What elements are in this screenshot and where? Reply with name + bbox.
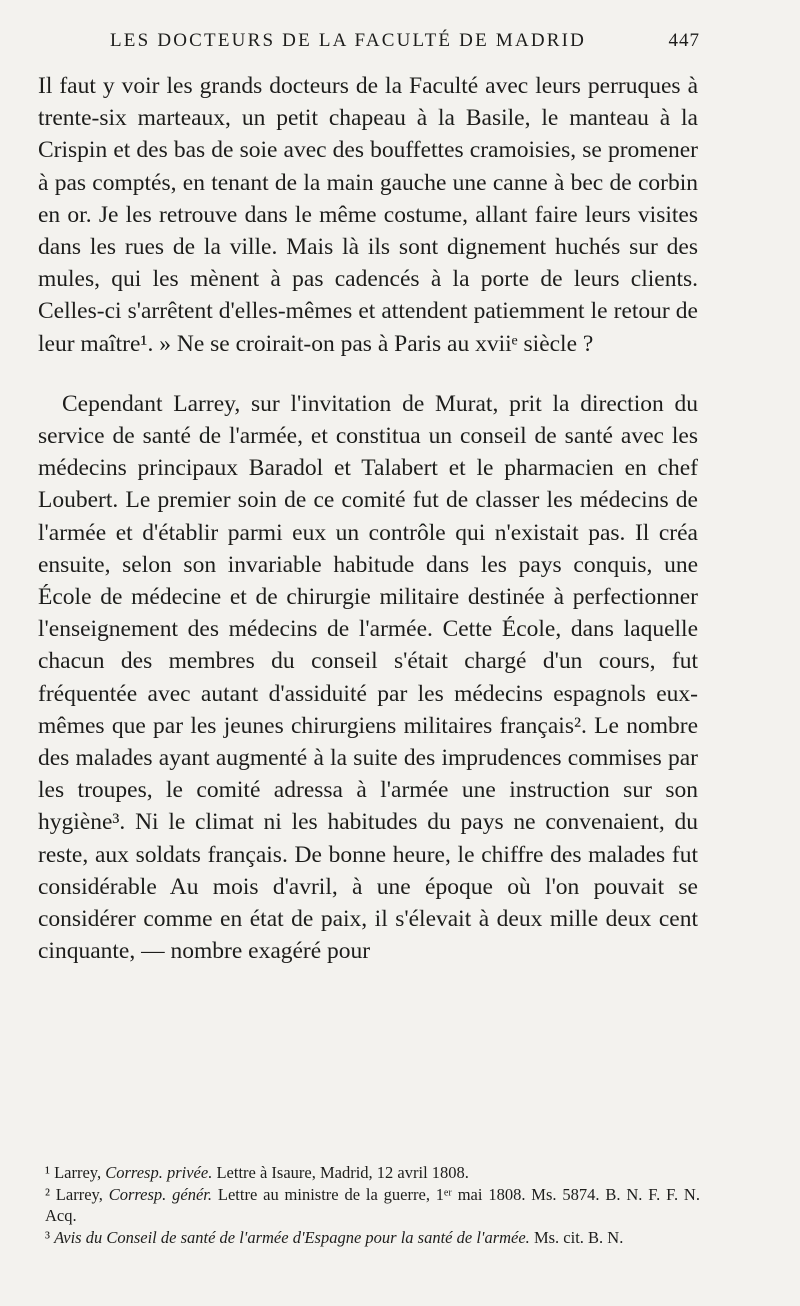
- footnote: [45, 1227, 700, 1249]
- running-head: [110, 30, 700, 58]
- footnote-mark: ²: [45, 1184, 50, 1204]
- footnote-source: Avis du Conseil de santé de l'armée d'Espagne pour la santé de l'armée.: [54, 1227, 530, 1247]
- footnote: [45, 1184, 700, 1227]
- paragraph: Cependant Larrey, sur l'invitation de Murat, prit la direction du service de santé de l'armée, et constitua un conseil de santé avec les médecins principaux Baradol et Talabert et le pharmacien en chef Loubert. Le premier soin de ce comité fut de classer les médecins de l'armée et d'établir parmi eux un contrôle qui n'existait pas. Il créa ensuite, selon son invariable habitude dans les pays conquis, une École de médecine et de chirurgie militaire destinée à perfectionner l'enseignement des médecins de l'armée. Cette École, dans laquelle chacun des membres du conseil s'était chargé d'un cours, fut fréquentée avec autant d'assiduité par les médecins espagnols eux-mêmes que par les jeunes chirurgiens militaires français². Le nombre des malades ayant augmenté à la suite des imprudences commises par les troupes, le comité adressa à l'armée une instruction sur son hygiène³. Ni le climat ni les habitudes du pays ne convenaient, du reste, aux soldats français. De bonne heure, le chiffre des malades fut considérable Au mois d'avril, à une époque où l'on pouvait se considérer comme en état de paix, il s'élevait à deux mille deux cent cinquante, — nombre exagéré pour: [38, 390, 698, 965]
- body-text: [38, 70, 698, 967]
- footnote-mark: ¹: [45, 1163, 50, 1182]
- footnote-source: Corresp. privée.: [105, 1163, 213, 1182]
- footnote-text: Lettre à Isaure, Madrid, 12 avril 1808.: [212, 1163, 469, 1182]
- footnote-lead: Larrey,: [49, 1184, 109, 1204]
- footnote-source: Corresp. génér.: [108, 1184, 213, 1204]
- page-number: 447: [668, 30, 700, 51]
- paragraph: Il faut y voir les grands docteurs de la Faculté avec leurs perruques à trente-six marteaux, un petit chapeau à la Basile, le manteau à la Crispin et des bas de soie avec des bouffettes cramoisies, se promener à pas comptés, en tenant de la main gauche une canne à bec de corbin en or. Je les retrouve dans le même costume, allant faire leurs visites dans les rues de la ville. Mais là ils sont dignement huchés sur des mules, qui les mènent à pas cadencés à la porte de leurs clients. Celles-ci s'arrêtent d'elles-mêmes et attendent patiemment le retour de leur maître¹. » Ne se croirait-on pas à Paris au xviiᵉ siècle ?: [38, 73, 698, 357]
- running-title: LES DOCTEURS DE LA FACULTÉ DE MADRID: [110, 30, 587, 51]
- footnote-lead: Larrey,: [49, 1163, 106, 1182]
- footnotes: [45, 1162, 700, 1248]
- footnote-text: Ms. cit. B. N.: [529, 1227, 624, 1247]
- footnote-mark: ³: [45, 1227, 50, 1247]
- footnote-text: Lettre au ministre de la guerre, 1ᵉʳ mai 1808. Ms. 5874. B. N. F. F. N. Acq.: [45, 1184, 700, 1225]
- footnote: [45, 1162, 700, 1184]
